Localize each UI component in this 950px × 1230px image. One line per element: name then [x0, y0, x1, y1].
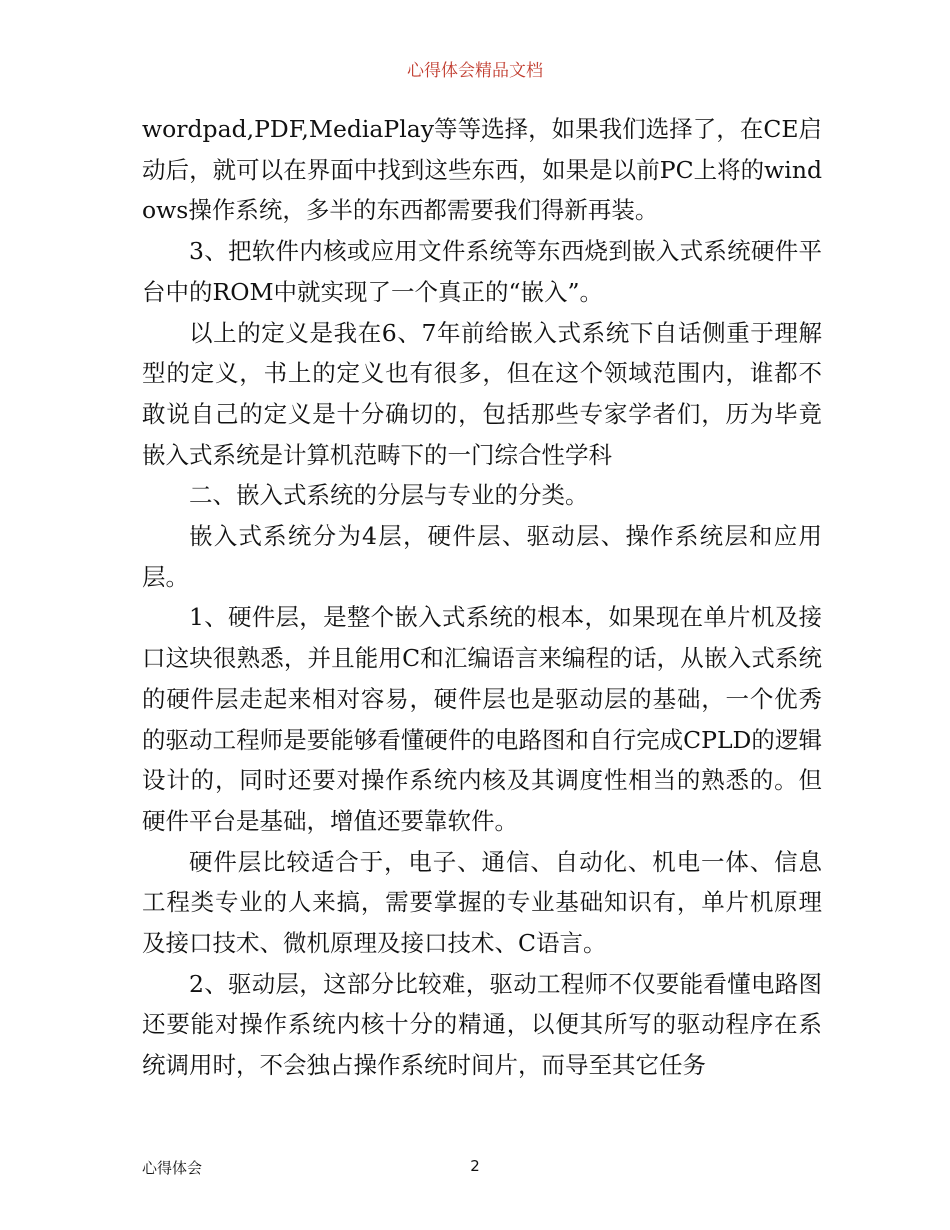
- paragraph-6: 1、硬件层，是整个嵌入式系统的根本，如果现在单片机及接口这块很熟悉，并且能用C和汇编语言来编程的话，从嵌入式系统的硬件层走起来相对容易，硬件层也是驱动层的基础，一个优秀的驱动工程师是要能够看懂硬件的电路图和自行完成CPLD的逻辑设计的，同时还要对操作系统内核及其调度性相当的熟悉的。但硬件平台是基础，增值还要靠软件。: [142, 603, 822, 835]
- body-text: [142, 109, 822, 1086]
- paragraph-1: wordpad,PDF,MediaPlay等等选择，如果我们选择了，在CE启动后，就可以在界面中找到这些东西，如果是以前PC上将的windows操作系统，多半的东西都需要我们得新再装。: [142, 115, 822, 225]
- paragraph-8: 2、驱动层，这部分比较难，驱动工程师不仅要能看懂电路图还要能对操作系统内核十分的精通，以便其所写的驱动程序在系统调用时，不会独占操作系统时间片，而导至其它任务: [142, 969, 822, 1080]
- footer-label: 心得体会: [142, 1159, 203, 1177]
- paragraph-2: 3、把软件内核或应用文件系统等东西烧到嵌入式系统硬件平台中的ROM中就实现了一个真正的“嵌入”。: [142, 237, 822, 306]
- paragraph-7: 硬件层比较适合于，电子、通信、自动化、机电一体、信息工程类专业的人来搞，需要掌握的专业基础知识有，单片机原理及接口技术、微机原理及接口技术、C语言。: [142, 847, 822, 958]
- page-header-title: 心得体会精品文档: [407, 61, 543, 81]
- page-number: 2: [470, 1157, 480, 1175]
- section-heading: 二、嵌入式系统的分层与专业的分类。: [189, 481, 589, 510]
- paragraph-5: 嵌入式系统分为4层，硬件层、驱动层、操作系统层和应用层。: [142, 522, 822, 591]
- paragraph-3: 以上的定义是我在6、7年前给嵌入式系统下自话侧重于理解型的定义，书上的定义也有很多，但在这个领域范围内，谁都不敢说自己的定义是十分确切的，包括那些专家学者们，历为毕竟嵌入式系统是计算机范畴下的一门综合性学科: [142, 318, 822, 469]
